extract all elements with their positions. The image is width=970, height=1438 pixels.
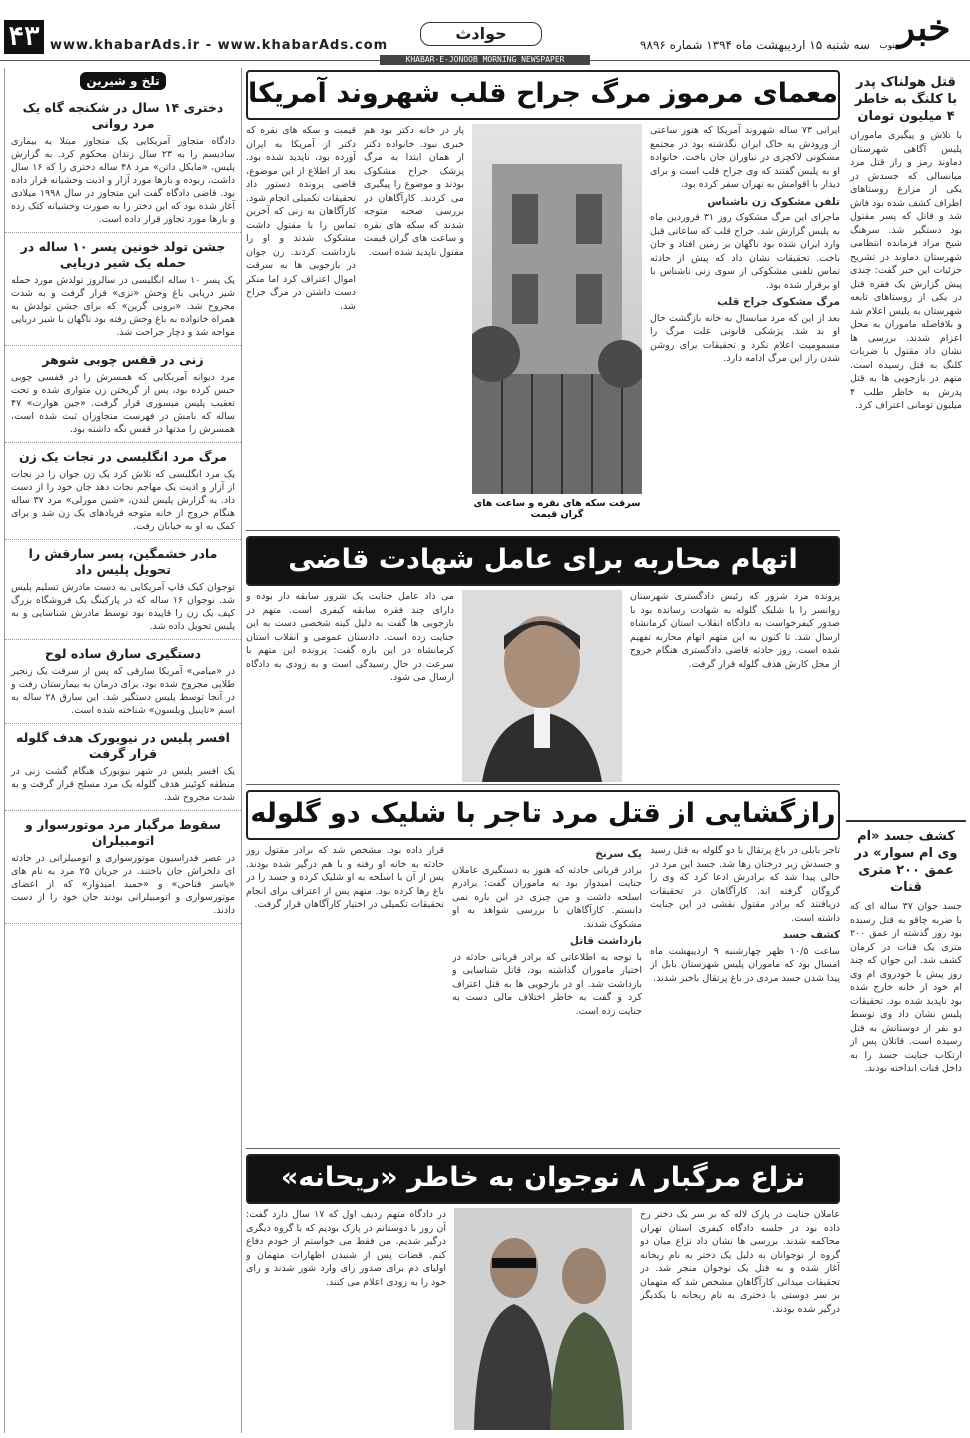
story-subhead: کشف جسد bbox=[782, 929, 840, 941]
story-text: قرار داده بود. مشخص شد که برادر مقتول روز حادثه به خانه او رفته و با هم درگیر شده بودند. پس از آن با اسلحه به او شلیک کرده و جسد را در باغ رها کرده بود. متهم پس از اعتراف برای انجام تحقیقات تکمیلی در اختیار کارآگاهان قرار گرفت. bbox=[246, 845, 444, 910]
right-story-body: با تلاش و پیگیری ماموران پلیس آگاهی شهرستان دماوند رمز و راز قتل مرد میانسالی که جسدش در یکی از مزارع روستاهای اطراف کشف شده بود فاش شد و قاتل که پسر مقتول بود دستگیر شد. سرهنگ شیخ مراد فرمانده انتظامی شهرستان دماوند در تشریح جزئیات این خبر گفت: چندی پیش گزارش یک فقره قتل در یکی از روستاهای تابعه شهرستان به پلیس اعلام شد و بلافاصله ماموران به محل اعزام شدند. بررسی ها نشان داد مقتول با ضربات کلنگ به قتل رسیده است. متهم در بازجویی ها به قتل پدرش به خاطر طلب ۴ میلیون تومانی اعتراف کرد. bbox=[850, 130, 962, 411]
story-text: ایرانی ۷۳ ساله شهروند آمریکا که هنوز ساعتی از ورودش به خاک ایران نگذشته بود در مجتمع مسکونی لاکچری در نیاوران جان باخت. خانواده او به پلیس گفتند که وی جراح قلب است و برای دیدار با اقوامش به تهران سفر کرده بود. bbox=[650, 125, 840, 190]
story-column bbox=[246, 124, 356, 528]
story-column bbox=[246, 590, 454, 782]
story-judge bbox=[246, 534, 840, 785]
right-story-title: قتل هولناک پدر با کلنگ به خاطر ۴ میلیون تومان bbox=[854, 75, 958, 124]
brief-body: مرد دیوانه آمریکایی که همسرش را در قفسی چوبی حبس کرده بود، پس از گریختن زن متواری شده و تحت تعقیب پلیس میسوری قرار گرفت. «جین هوارت» ۴۷ ساله که نامش در فهرست متجاوزان ثبت شده است، همسرش را مدتها در قفس نگه داشته بود. bbox=[11, 372, 235, 435]
story-merchant bbox=[246, 788, 840, 1149]
story-text: ماجرای این مرگ مشکوک روز ۳۱ فروردین ماه به پلیس گزارش شد. جراح قلب که ساعاتی قبل وارد ایران شده بود ناگهان بر زمین افتاد و جان باخت. تحقیقات نشان داد که پیش از حادثه تماس تلفنی مشکوکی از سوی زنی ناشناس با او برقرار شده بود. bbox=[650, 212, 840, 291]
svg-text:خبر: خبر bbox=[897, 7, 951, 49]
story-headline: اتهام محاربه برای عامل شهادت قاضی bbox=[246, 536, 840, 586]
story-text: در دادگاه متهم ردیف اول که ۱۷ سال دارد گفت: آن روز با دوستانم در پارک بودیم که با گروه دیگری درگیر شدیم. من فقط می خواستم از خودم دفاع کنم. قضات پس از شنیدن اظهارات متهمان و اولیای دم برای صدور رای وارد شور شدند و رای خود را به زودی اعلام می کنند. bbox=[246, 1209, 446, 1288]
story-surgeon bbox=[246, 68, 840, 531]
story-text: قیمت و سکه های نقره که دکتر از آمریکا به ایران آورده بود، ناپدید شده بود. بعد از اطلاع از این موضوع، قاضی پرونده دستور داد تحقیقات تکمیلی انجام شود. کارآگاهان به زنی که آخرین تماس را با مقتول داشت مشکوک شدند و او را بازداشت کردند. زن جوان در بازجویی ها به سرقت اموال اعتراف کرد اما منکر دست داشتن در مرگ جراح شد. bbox=[246, 125, 356, 312]
brief-title: دختری ۱۴ سال در شکنجه گاه یک مرد روانی bbox=[22, 100, 224, 131]
brief-title: دستگیری سارق ساده لوح bbox=[44, 646, 202, 661]
right-column bbox=[846, 68, 966, 1433]
story-text: تاجر بابلی در باغ پرتقال با دو گلوله به قتل رسید و جسدش زیر درختان رها شد. جسد این مرد در حالی پیدا شد که برادرش ادعا کرد که وی را گروگان گرفته اند. کارآگاهان در تحقیقات دریافتند که برادر مقتول نقشی در این جنایت داشته است. bbox=[650, 845, 840, 924]
story-headline: نزاع مرگبار ۸ نوجوان به خاطر «ریحانه» bbox=[246, 1154, 840, 1204]
suspect-photo bbox=[462, 590, 622, 782]
brief-item bbox=[5, 724, 241, 811]
story-text: پرونده مرد شرور که رئیس دادگستری شهرستان روانسر را با شلیک گلوله به شهادت رسانده بود با صدور کیفرخواست به دادگاه انقلاب استان کرمانشاه ارسال شد. تا کنون به این متهم اتهام محاربه تفهیم شده است. روز حادثه قاضی دادگستری هنگام خروج از محل کارش هدف گلوله قرار گرفت. bbox=[630, 591, 840, 670]
story-text: برادر قربانی حادثه که هنوز به دستگیری عاملان جنایت امیدوار بود به ماموران گفت: برادرم اسلحه داشت و من چیزی در این باره نمی دانستم. کارآگاهان با بررسی شواهد به او مشکوک شدند. bbox=[452, 864, 642, 930]
dateline: سه شنبه ۱۵ اردیبهشت ماه ۱۳۹۴ شماره ۹۸۹۶ bbox=[640, 38, 870, 52]
brief-title: جشن تولد خونین پسر ۱۰ ساله در حمله یک شیر دریایی bbox=[20, 239, 226, 270]
newspaper-logo bbox=[880, 6, 962, 50]
defendants-photo bbox=[454, 1208, 632, 1430]
story-column bbox=[650, 844, 840, 1144]
story-subhead: بازداشت قاتل bbox=[569, 935, 642, 947]
brief-title: سقوط مرگبار مرد موتورسوار و اتومبیلران bbox=[25, 817, 221, 848]
story-column bbox=[640, 1208, 840, 1430]
story-headline: معمای مرموز مرگ جراح قلب شهروند آمریکا bbox=[246, 70, 840, 120]
section-title: حوادث bbox=[420, 22, 542, 46]
briefs-column bbox=[4, 68, 242, 1433]
brief-title: مادر خشمگین، پسر سارقش را تحویل پلیس داد bbox=[28, 546, 218, 577]
story-column bbox=[246, 1208, 446, 1430]
brief-body: یک مرد انگلیسی که تلاش کرد یک زن جوان را در نجات از آزار و اذیت یک مهاجم نجات دهد جان خود را از دست داد. به گزارش پلیس لندن، «شین مورلی» مرد ۳۷ ساله هنگام خروج از خانه متوجه فریادهای یک زن شد و برای کمک به او به خیابان رفت. bbox=[11, 469, 235, 532]
photo-caption: سرقت سکه های نقره و ساعت های گران قیمت bbox=[473, 498, 641, 520]
story-column bbox=[630, 590, 840, 782]
main-stories bbox=[246, 68, 840, 1433]
story-subhead: مرگ مشکوک جراح قلب bbox=[717, 296, 840, 308]
brief-body: در «میامی» آمریکا سارقی که پس از سرقت یک زنجیر طلایی مجروح شده بود، برای درمان به بیمارستان رفت و در آنجا توسط پلیس دستگیر شد. این سارق ۲۸ ساله به اسم «تاینیل ویلسون» شناخته شده است. bbox=[11, 666, 236, 716]
story-subhead: تلفن مشکوک زن ناشناس bbox=[707, 195, 840, 208]
building-photo bbox=[472, 124, 642, 494]
brief-item bbox=[5, 443, 241, 540]
brief-title: مرگ مرد انگلیسی در نجات یک زن bbox=[18, 449, 228, 464]
brief-body: در عصر فدراسیون موتورسواری و اتومبیلرانی در حادثه ای دلخراش جان باختند. در جریان ۲۵ مرد به نام های «یاسر فتاحی» و «حمید امیدوار» که از اعضای موتورسواری و اتومبیلرانی بودند جان خود را از دست دادند. bbox=[11, 853, 235, 916]
brief-item bbox=[5, 346, 241, 443]
story-text: ساعت ۱۰/۵ ظهر چهارشنبه ۹ اردیبهشت ماه امسال بود که ماموران پلیس شهرستان بابل از پیدا شدن جسد مردی در باغ پرتقال باخبر شدند. bbox=[650, 945, 840, 984]
brief-item bbox=[5, 94, 241, 233]
story-column bbox=[650, 124, 840, 528]
story-text: می داد عامل جنایت یک شرور سابقه دار بوده و دارای چند فقره سابقه کیفری است. متهم در بازجویی ها گفت به دلیل کینه شخصی دست به این جنایت زده است. دادستان عمومی و انقلاب استان کرمانشاه در این باره گفت: پرونده این متهم با سرعت در حال رسیدگی است و به زودی به دادگاه ارسال می شود. bbox=[246, 591, 454, 683]
story-column bbox=[364, 124, 464, 528]
brief-body: دادگاه متجاوز آمریکایی یک متجاوز مبتلا به بیماری سادیسم را به ۲۳ سال زندان محکوم کرد. به گزارش پلیس، «مایکل داتن» مرد ۴۸ ساله دختری را که ۱۶ سال داشت، ربوده و بارها مورد آزار و اذیت وحشیانه قرار داده بود. قاضی دادگاه گفت این متجاوز در سال ۱۹۹۸ میلادی آغاز شده بود که این دختر را به صورت وحشیانه کتک زده و بارها مورد تجاوز قرار داده است. bbox=[11, 136, 236, 225]
website-link[interactable]: www.khabarAds.ir - www.khabarAds.com bbox=[50, 38, 389, 53]
story-headline: رازگشایی از قتل مرد تاجر با شلیک دو گلوله bbox=[246, 790, 840, 840]
right-story bbox=[846, 822, 966, 1084]
svg-text:جنوب: جنوب bbox=[880, 41, 901, 50]
brief-title: افسر پلیس در نیویورک هدف گلوله قرار گرفت bbox=[16, 730, 230, 761]
english-banner: KHABAR-E-JONOOB MORNING NEWSPAPER bbox=[380, 55, 590, 65]
page-number: ۴۳ bbox=[4, 20, 44, 54]
story-column bbox=[452, 844, 642, 1144]
right-story-title: کشف جسد «ام وی ام سوار» در عمق ۲۰۰ متری قنات bbox=[854, 829, 958, 895]
brief-body: یک پسر ۱۰ ساله انگلیسی در سالروز تولدش مورد حمله شیر دریایی باغ وحش «تزی» قرار گرفت و به شدت مجروح شد. «برونی گرین» که برای جشن تولدش به همراه خانواده به باغ وحش رفته بود ناگهان با شیر دریایی مواجه شد و دچار جراحت شد. bbox=[11, 275, 235, 338]
story-text: بعد از این که مرد میانسال به خانه بازگشت حال او بد شد. پزشکی قانونی علت مرگ را مسمومیت اعلام نکرد و تحقیقات برای روشن شدن راز این مرگ ادامه دارد. bbox=[650, 312, 840, 364]
story-teens bbox=[246, 1152, 840, 1432]
brief-title: زنی در قفس چوبی شوهر bbox=[42, 352, 204, 367]
story-text: با توجه به اطلاعاتی که برادر قربانی حادثه در اختیار ماموران گذاشته بود، قاتل شناسایی و بازداشت شد. او در بازجویی ها به قتل اعتراف کرد و گفت به خاطر اختلاف مالی دست به جنایت زده است. bbox=[452, 951, 642, 1017]
right-story-body: جسد جوان ۳۷ ساله ای که با ضربه چاقو به قتل رسیده بود روز گذشته از عمق ۲۰۰ متری یک قنات در کرمان کشف شد. این جوان که چند روز پیش با خودروی ام وی ام خود از خانه خارج شده بود ناپدید شده بود. تحقیقات پلیس نشان داد وی توسط دو نفر از دوستانش به قتل رسیده است. قاتلان پس از ارتکاب جنایت جسد را به داخل قنات انداخته بودند. bbox=[850, 901, 962, 1074]
brief-body: توجوان کیک قاپ آمریکایی به دست مادرش تسلیم پلیس شد. نوجوان ۱۶ ساله که در پارکینگ یک فروشگاه بزرگ کیف یک زن را قاپیده بود توسط مادرش شناسایی و به پلیس تحویل داده شد. bbox=[11, 582, 235, 632]
story-column bbox=[246, 844, 444, 1144]
brief-body: یک افسر پلیس در شهر نیویورک هنگام گشت زنی در منطقه کوئینز هدف گلوله یک مرد مسلح قرار گرفت و به شدت مجروح شد. bbox=[11, 766, 235, 803]
brief-item bbox=[5, 811, 241, 924]
masthead bbox=[0, 0, 970, 64]
brief-item bbox=[5, 233, 241, 346]
story-subhead: یک سرنخ bbox=[595, 848, 642, 860]
right-story bbox=[846, 68, 966, 822]
story-text: عاملان جنایت در پارک لاله که بر سر یک دختر رخ داده بود در جلسه دادگاه کیفری استان تهران محاکمه شدند. بررسی ها نشان داد نزاع میان دو گروه از نوجوانان به دلیل یک دختر به نام ریحانه آغاز شده و به قتل یک نوجوان منجر شد. در تحقیقات میدانی کارآگاهان مشخص شد که متهمان بر سر دوستی با دختری به نام ریحانه با یکدیگر درگیر شده بودند. bbox=[640, 1209, 840, 1315]
story-text: پار در خانه دکتر بود هم خبری نبود. خانواده دکتر از همان ابتدا به مرگ پزشک جراح مشکوک بودند و موضوع را پیگیری می کردند. کارآگاهان در بررسی صحنه متوجه شدند که سکه های نقره و ساعت های گران قیمت مقتول ناپدید شده است. bbox=[364, 125, 464, 258]
brief-item bbox=[5, 640, 241, 724]
briefs-kicker: تلخ و شیرین bbox=[80, 72, 165, 90]
brief-item bbox=[5, 540, 241, 640]
